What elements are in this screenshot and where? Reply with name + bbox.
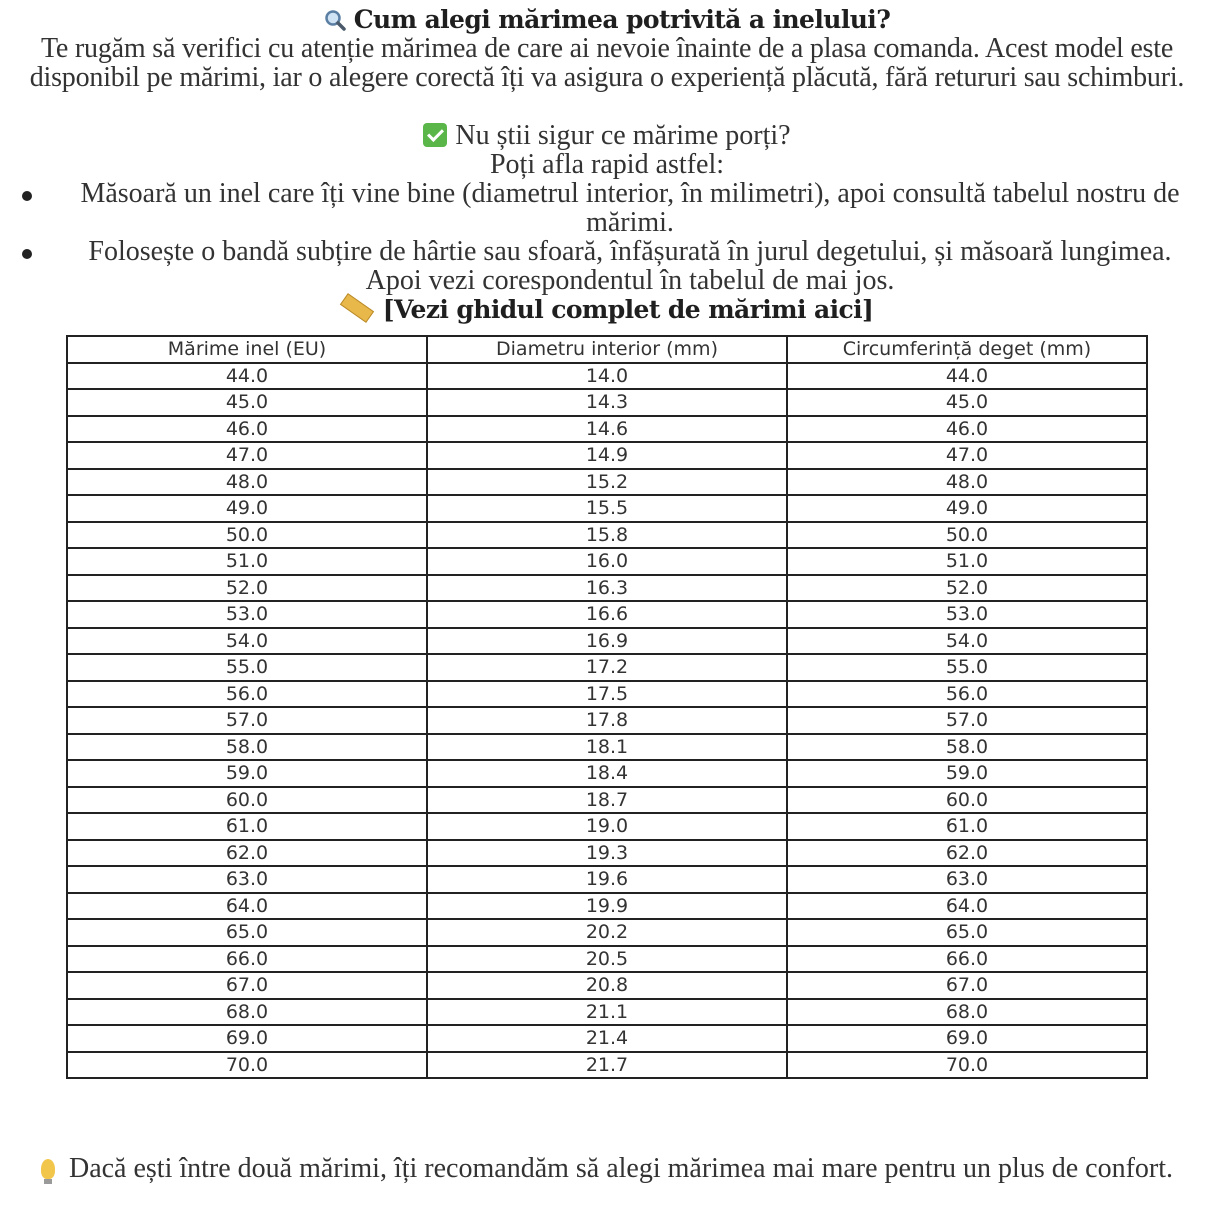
table-cell: 20.8 — [427, 972, 787, 999]
table-cell: 16.9 — [427, 628, 787, 655]
light-bulb-icon — [41, 1159, 55, 1179]
bullet-text: Măsoară un inel care îți vine bine (diametrul interior, în milimetri), apoi consultă tabelul nostru de mărimi. — [80, 178, 1180, 238]
table-cell: 18.4 — [427, 760, 787, 787]
table-row — [67, 707, 1147, 734]
table-cell: 62.0 — [67, 840, 427, 867]
table-cell: 55.0 — [67, 654, 427, 681]
table-row — [67, 1025, 1147, 1052]
table-cell: 15.5 — [427, 495, 787, 522]
table-row — [67, 919, 1147, 946]
table-row — [67, 469, 1147, 496]
table-cell: 47.0 — [787, 442, 1147, 469]
table-cell: 46.0 — [787, 416, 1147, 443]
table-cell: 49.0 — [787, 495, 1147, 522]
table-cell: 46.0 — [67, 416, 427, 443]
column-header: Mărime inel (EU) — [67, 336, 427, 363]
table-cell: 16.3 — [427, 575, 787, 602]
table-cell: 52.0 — [787, 575, 1147, 602]
table-cell: 64.0 — [787, 893, 1147, 920]
table-header-row — [67, 336, 1147, 363]
table-cell: 17.5 — [427, 681, 787, 708]
size-guide-link[interactable] — [0, 294, 1214, 325]
table-cell: 21.7 — [427, 1052, 787, 1079]
table-cell: 57.0 — [67, 707, 427, 734]
table-cell: 45.0 — [787, 389, 1147, 416]
bullet-text: Folosește o bandă subțire de hârtie sau sfoară, înfășurată în jurul degetului, și măsoară lungimea. Apoi vezi corespondentul în tabelul de mai jos. — [88, 236, 1172, 296]
check-mark-icon — [423, 123, 447, 147]
size-guide-link-text[interactable]: [Vezi ghidul complet de mărimi aici] — [382, 295, 874, 324]
table-cell: 20.2 — [427, 919, 787, 946]
table-cell: 14.6 — [427, 416, 787, 443]
table-cell: 16.0 — [427, 548, 787, 575]
table-row — [67, 946, 1147, 973]
table-row — [67, 840, 1147, 867]
table-cell: 15.8 — [427, 522, 787, 549]
lead-in-text: Poți afla rapid astfel: — [489, 149, 725, 180]
table-cell: 47.0 — [67, 442, 427, 469]
question-line — [0, 121, 1214, 150]
table-row — [67, 681, 1147, 708]
table-cell: 59.0 — [787, 760, 1147, 787]
table-cell: 60.0 — [67, 787, 427, 814]
bullet-dot — [22, 249, 32, 259]
bullet-dot — [22, 191, 32, 201]
table-row — [67, 495, 1147, 522]
table-row — [67, 548, 1147, 575]
table-cell: 68.0 — [787, 999, 1147, 1026]
table-cell: 64.0 — [67, 893, 427, 920]
table-row — [67, 442, 1147, 469]
table-cell: 19.0 — [427, 813, 787, 840]
table-cell: 54.0 — [67, 628, 427, 655]
table-row — [67, 1052, 1147, 1079]
table-cell: 20.5 — [427, 946, 787, 973]
table-row — [67, 363, 1147, 390]
table-cell: 21.1 — [427, 999, 787, 1026]
table-cell: 17.2 — [427, 654, 787, 681]
table-row — [67, 893, 1147, 920]
table-cell: 21.4 — [427, 1025, 787, 1052]
table-cell: 48.0 — [67, 469, 427, 496]
table-cell: 52.0 — [67, 575, 427, 602]
table-cell: 19.9 — [427, 893, 787, 920]
table-cell: 51.0 — [67, 548, 427, 575]
table-row — [67, 760, 1147, 787]
table-cell: 15.2 — [427, 469, 787, 496]
table-row — [67, 389, 1147, 416]
table-cell: 65.0 — [787, 919, 1147, 946]
table-cell: 48.0 — [787, 469, 1147, 496]
table-cell: 67.0 — [67, 972, 427, 999]
table-cell: 59.0 — [67, 760, 427, 787]
table-row — [67, 628, 1147, 655]
table-cell: 44.0 — [67, 363, 427, 390]
table-row — [67, 416, 1147, 443]
table-row — [67, 972, 1147, 999]
tip-note — [0, 1154, 1214, 1183]
table-cell: 58.0 — [67, 734, 427, 761]
table-cell: 19.3 — [427, 840, 787, 867]
table-cell: 16.6 — [427, 601, 787, 628]
table-cell: 19.6 — [427, 866, 787, 893]
question-text: Nu știi sigur ce mărime porți? — [455, 120, 791, 151]
page-title — [0, 4, 1214, 35]
table-row — [67, 654, 1147, 681]
table-cell: 51.0 — [787, 548, 1147, 575]
table-cell: 49.0 — [67, 495, 427, 522]
column-header: Diametru interior (mm) — [427, 336, 787, 363]
table-cell: 53.0 — [67, 601, 427, 628]
table-cell: 61.0 — [67, 813, 427, 840]
table-cell: 63.0 — [787, 866, 1147, 893]
table-cell: 67.0 — [787, 972, 1147, 999]
table-row — [67, 734, 1147, 761]
table-cell: 18.1 — [427, 734, 787, 761]
table-cell: 17.8 — [427, 707, 787, 734]
table-cell: 14.0 — [427, 363, 787, 390]
table-cell: 50.0 — [787, 522, 1147, 549]
table-cell: 68.0 — [67, 999, 427, 1026]
ruler-icon — [340, 293, 374, 323]
title-text: Cum alegi mărimea potrivită a inelului? — [353, 5, 891, 34]
table-cell: 56.0 — [787, 681, 1147, 708]
table-row — [67, 999, 1147, 1026]
table-cell: 69.0 — [787, 1025, 1147, 1052]
table-cell: 60.0 — [787, 787, 1147, 814]
table-cell: 54.0 — [787, 628, 1147, 655]
table-cell: 69.0 — [67, 1025, 427, 1052]
table-cell: 70.0 — [67, 1052, 427, 1079]
table-cell: 65.0 — [67, 919, 427, 946]
table-cell: 70.0 — [787, 1052, 1147, 1079]
table-cell: 53.0 — [787, 601, 1147, 628]
table-row — [67, 813, 1147, 840]
table-cell: 50.0 — [67, 522, 427, 549]
table-cell: 14.9 — [427, 442, 787, 469]
size-table — [66, 335, 1148, 1079]
tip-text: Dacă ești între două mărimi, îți recomandăm să alegi mărimea mai mare pentru un plus de confort. — [68, 1153, 1174, 1184]
table-cell: 55.0 — [787, 654, 1147, 681]
table-row — [67, 522, 1147, 549]
table-cell: 58.0 — [787, 734, 1147, 761]
table-row — [67, 787, 1147, 814]
table-cell: 63.0 — [67, 866, 427, 893]
magnifier-icon — [324, 9, 346, 31]
table-cell: 62.0 — [787, 840, 1147, 867]
table-cell: 45.0 — [67, 389, 427, 416]
table-row — [67, 601, 1147, 628]
table-cell: 66.0 — [787, 946, 1147, 973]
table-cell: 61.0 — [787, 813, 1147, 840]
column-header: Circumferință deget (mm) — [787, 336, 1147, 363]
intro-paragraph: Te rugăm să verifici cu atenție mărimea de care ai nevoie înainte de a plasa comanda. Acest model este disponibil pe mărimi, iar o alegere corectă îți va asigura o experiență plăcută, fără retururi sau schimburi. — [29, 33, 1185, 93]
table-cell: 18.7 — [427, 787, 787, 814]
table-cell: 44.0 — [787, 363, 1147, 390]
table-row — [67, 866, 1147, 893]
table-row — [67, 575, 1147, 602]
table-cell: 14.3 — [427, 389, 787, 416]
table-cell: 56.0 — [67, 681, 427, 708]
table-cell: 66.0 — [67, 946, 427, 973]
table-cell: 57.0 — [787, 707, 1147, 734]
size-table-body — [67, 363, 1147, 1079]
